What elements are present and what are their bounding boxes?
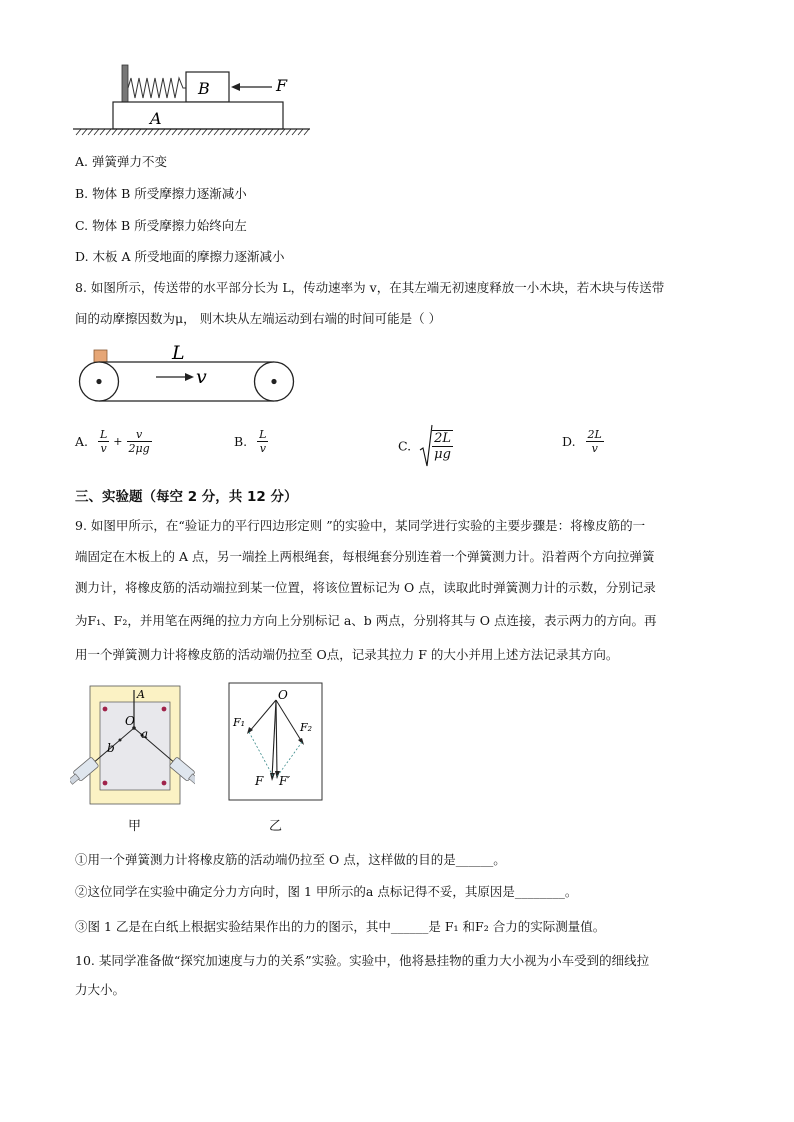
q9-stem-line4: 为F₁、F₂，并用笔在两绳的拉力方向上分别标记 a、b 两点，分别将其与 O 点连接，表示两力的方向。再 bbox=[75, 613, 657, 628]
numerator: L bbox=[259, 428, 267, 441]
label-f: F bbox=[276, 76, 288, 95]
jia-label-o: O bbox=[125, 714, 135, 728]
belt-length-label: L bbox=[172, 342, 185, 364]
label-a: A bbox=[150, 109, 162, 128]
q9-stem-line2: 端固定在木板上的 A 点，另一端拴上两根绳套，每根绳套分别连着一个弹簧测力计。沿着两个方向拉弹簧 bbox=[75, 549, 655, 564]
numerator: L bbox=[100, 428, 108, 441]
q7-option-d: D. 木板 A 所受地面的摩擦力逐渐减小 bbox=[75, 249, 285, 264]
jia-label-a-point: A bbox=[137, 688, 145, 701]
q8-stem-line1: 8. 如图所示，传送带的水平部分长为 L，传动速率为 v，在其左端无初速度释放一小木块，若木块与传送带 bbox=[75, 280, 665, 295]
numerator: v bbox=[127, 428, 152, 442]
fraction bbox=[432, 430, 453, 462]
q9-sub3: ③图 1 乙是在白纸上根据实验结果作出的力的图示，其中______是 F₁ 和F₂ 合力的实际测量值。 bbox=[75, 919, 606, 934]
denominator: v bbox=[100, 442, 107, 455]
yi-label-f-prime: F′ bbox=[279, 774, 291, 788]
belt-speed-label: v bbox=[196, 366, 207, 388]
q8-option-a bbox=[75, 428, 152, 455]
spring-block-figure bbox=[70, 60, 320, 140]
fraction bbox=[586, 428, 604, 455]
q7-option-c: C. 物体 B 所受摩擦力始终向左 bbox=[75, 218, 247, 233]
section-heading: 三、实验题（每空 2 分，共 12 分） bbox=[75, 489, 298, 505]
numerator: 2L bbox=[434, 431, 451, 446]
conveyor-belt-figure bbox=[74, 340, 299, 410]
q9-stem-line1: 9. 如图甲所示，在“验证力的平行四边形定则 ”的实验中，某同学进行实验的主要步骤是：将橡皮筋的一 bbox=[75, 518, 646, 533]
q9-stem-line5: 用一个弹簧测力计将橡皮筋的活动端仍拉至 O点，记录其拉力 F 的大小并用上述方法记录其方向。 bbox=[75, 647, 619, 662]
q10-stem-line2: 力大小。 bbox=[75, 982, 126, 997]
denominator: v bbox=[259, 442, 266, 455]
q8-option-d bbox=[562, 428, 604, 455]
q8-option-c bbox=[398, 424, 453, 468]
yi-label-f1: F₁ bbox=[233, 716, 246, 729]
denominator: μg bbox=[434, 447, 451, 462]
fraction bbox=[257, 428, 268, 455]
denominator: 2μg bbox=[128, 442, 150, 455]
q9-stem-line3: 测力计，将橡皮筋的活动端拉到某一位置，将该位置标记为 O 点，读取此时弹簧测力计的示数，分别记录 bbox=[75, 580, 656, 595]
figure-jia-caption: 甲 bbox=[128, 819, 142, 834]
option-letter: B. bbox=[234, 434, 248, 449]
jia-label-b-mark: b bbox=[107, 741, 115, 755]
label-b: B bbox=[198, 79, 210, 98]
q8-option-b bbox=[234, 428, 268, 455]
numerator: 2L bbox=[587, 428, 602, 441]
yi-label-f2: F₂ bbox=[300, 721, 313, 734]
option-letter: D. bbox=[562, 434, 576, 449]
yi-label-f: F bbox=[255, 774, 264, 788]
sqrt-sign bbox=[419, 424, 433, 468]
q9-sub2: ②这位同学在实验中确定分力方向时，图 1 甲所示的a 点标记得不妥，其原因是________。 bbox=[75, 884, 578, 899]
fraction bbox=[127, 428, 152, 455]
plus-sign: + bbox=[113, 435, 123, 448]
jia-label-a-mark: a bbox=[141, 727, 149, 741]
q8-stem-line2: 间的动摩擦因数为μ， 则木块从左端运动到右端的时间可能是（ ） bbox=[75, 311, 442, 326]
q10-stem-line1: 10. 某同学准备做“探究加速度与力的关系”实验。实验中，他将悬挂物的重力大小视为小车受到的细线拉 bbox=[75, 953, 650, 968]
denominator: v bbox=[591, 442, 598, 455]
q9-sub1: ①用一个弹簧测力计将橡皮筋的活动端仍拉至 O 点，这样做的目的是______。 bbox=[75, 852, 506, 867]
yi-label-o: O bbox=[278, 688, 288, 702]
figure-yi bbox=[228, 682, 324, 802]
q7-option-a: A. 弹簧弹力不变 bbox=[75, 154, 167, 169]
fraction bbox=[98, 428, 109, 455]
figure-jia bbox=[70, 680, 195, 830]
q7-option-b: B. 物体 B 所受摩擦力逐渐减小 bbox=[75, 186, 247, 201]
option-letter: C. bbox=[398, 438, 412, 454]
option-letter: A. bbox=[75, 434, 89, 449]
figure-yi-caption: 乙 bbox=[269, 819, 283, 834]
